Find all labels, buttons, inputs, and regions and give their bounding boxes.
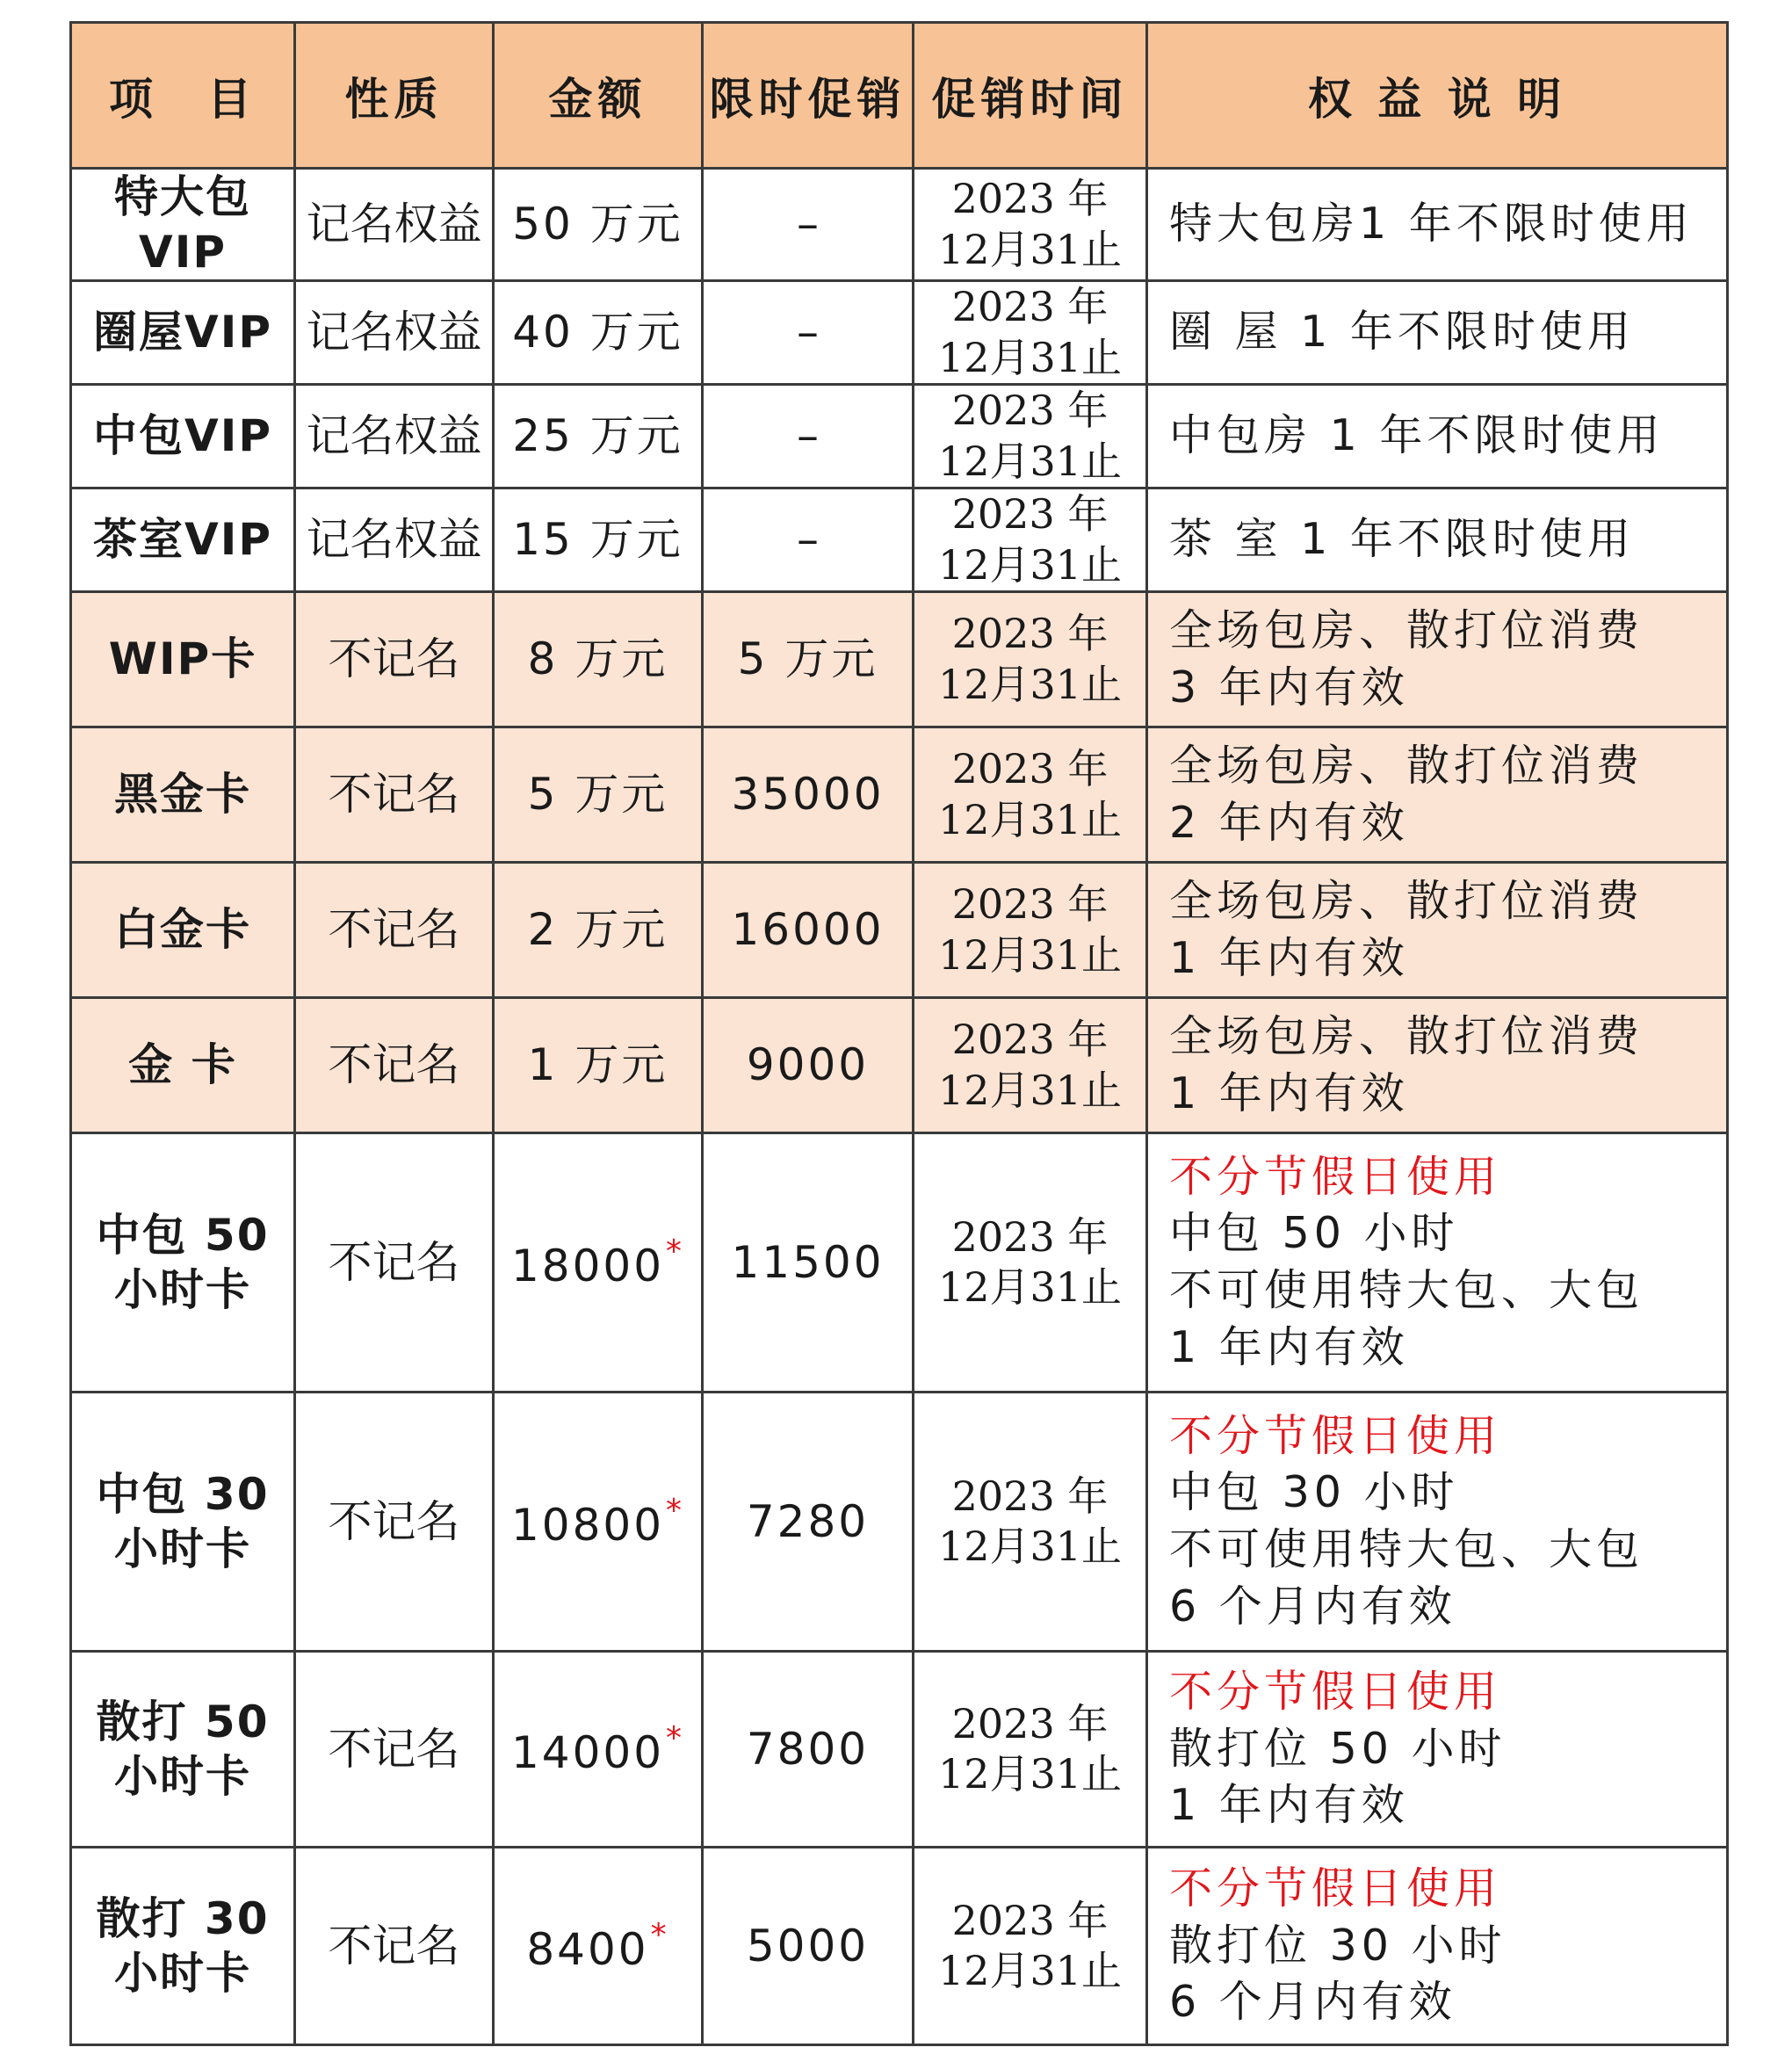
item-name-line1: 中包 50 [96,1209,270,1261]
benefit-line: 散打位 50 小时 [1169,1723,1507,1774]
item-name: 茶室VIP [71,488,295,592]
item-time [914,1652,1147,1848]
item-promo: 5000 [703,1848,914,2045]
item-promo: – [703,488,914,592]
item-type: 记名权益 [295,281,494,385]
table-row [71,1133,1728,1393]
item-name [71,1652,295,1848]
item-promo: – [703,385,914,488]
item-name [71,1848,295,2045]
item-amount: 1 万元 [494,998,703,1133]
item-benefit [1147,385,1728,488]
time-date: 12月31止 [937,660,1123,708]
item-name [71,1133,295,1393]
table-row [71,1393,1728,1652]
time-date: 12月31止 [937,225,1123,273]
item-name [71,1393,295,1652]
time-date: 12月31止 [937,1947,1123,1994]
item-benefit [1147,488,1728,592]
item-promo: 35000 [703,727,914,863]
item-type: 不记名 [295,998,494,1133]
benefit-highlight: 不分节假日使用 [1169,1151,1502,1202]
item-promo: 11500 [703,1133,914,1393]
item-amount: 5 万元 [494,727,703,863]
time-date: 12月31止 [937,1066,1123,1114]
table-row [71,1652,1728,1848]
table-row [71,1848,1728,2045]
time-date: 12月31止 [937,1263,1123,1311]
item-name-line1: 散打 50 [96,1696,270,1747]
asterisk-mark: * [666,1492,685,1529]
benefit-line: 1 年内有效 [1169,1067,1409,1118]
item-benefit [1147,1393,1728,1652]
benefit-highlight: 不分节假日使用 [1169,1410,1502,1461]
header-amount: 金额 [494,23,703,169]
item-time [914,385,1147,488]
header-row [71,23,1728,169]
item-type: 不记名 [295,863,494,998]
item-time [914,1848,1147,2045]
time-year: 2023 年 [951,283,1109,330]
item-benefit [1147,1652,1728,1848]
item-amount [494,1848,703,2045]
item-type: 不记名 [295,727,494,863]
table-row [71,727,1728,863]
header-time: 促销时间 [914,23,1147,169]
item-promo: 7800 [703,1652,914,1848]
item-amount [494,1652,703,1848]
benefit-line: 散打位 30 小时 [1169,1920,1507,1971]
time-year: 2023 年 [951,1212,1109,1261]
time-year: 2023 年 [951,610,1109,657]
benefit-line: 特大包房1 年不限时使用 [1169,199,1694,250]
header-type: 性质 [295,23,494,169]
item-promo: 7280 [703,1393,914,1652]
amount-value: 18000 [510,1240,665,1291]
benefit-line: 中包 50 小时 [1169,1208,1459,1259]
item-name-line2: 小时卡 [114,1523,251,1574]
benefit-line: 不可使用特大包、大包 [1169,1265,1644,1315]
item-amount: 50 万元 [494,169,703,281]
time-year: 2023 年 [951,175,1109,222]
item-name: WIP卡 [71,592,295,727]
item-time [914,281,1147,385]
item-name-line1: 中包 30 [96,1468,270,1520]
time-date: 12月31止 [937,930,1123,979]
time-date: 12月31止 [937,437,1123,485]
table-row [71,385,1728,488]
time-date: 12月31止 [937,540,1123,589]
item-time [914,488,1147,592]
item-name-line1: 散打 30 [96,1892,270,1944]
benefit-highlight: 不分节假日使用 [1169,1863,1502,1913]
time-year: 2023 年 [951,1699,1109,1747]
asterisk-mark: * [666,1233,685,1270]
header-item: 项 目 [71,23,295,169]
item-time [914,169,1147,281]
asterisk-mark: * [650,1916,669,1953]
item-type: 不记名 [295,1393,494,1652]
time-year: 2023 年 [951,1896,1109,1944]
benefit-line: 2 年内有效 [1169,797,1409,848]
item-type: 不记名 [295,1652,494,1848]
item-type: 不记名 [295,592,494,727]
item-time [914,998,1147,1133]
item-benefit [1147,863,1728,998]
time-year: 2023 年 [951,490,1109,538]
item-name: 白金卡 [71,863,295,998]
asterisk-mark: * [666,1719,685,1756]
item-name-line2: 小时卡 [114,1264,251,1315]
item-time [914,1133,1147,1393]
item-benefit [1147,169,1728,281]
item-promo: 16000 [703,863,914,998]
benefit-line: 全场包房、散打位消费 [1169,875,1644,926]
item-benefit [1147,1848,1728,2045]
benefit-line: 茶 室 1 年不限时使用 [1169,514,1635,565]
item-amount: 15 万元 [494,488,703,592]
item-time [914,592,1147,727]
benefit-line: 1 年内有效 [1169,1321,1409,1372]
item-promo: 9000 [703,998,914,1133]
table-row [71,998,1728,1133]
item-amount: 2 万元 [494,863,703,998]
item-time [914,727,1147,863]
item-type: 不记名 [295,1848,494,2045]
table-row [71,488,1728,592]
item-type: 记名权益 [295,169,494,281]
time-date: 12月31止 [937,1523,1123,1570]
time-date: 12月31止 [937,333,1123,381]
item-time [914,863,1147,998]
item-name: 特大包VIP [71,169,295,281]
item-name-line2: 小时卡 [114,1751,251,1802]
benefit-line: 1 年内有效 [1169,1780,1409,1831]
item-name: 中包VIP [71,385,295,488]
table-row [71,863,1728,998]
item-amount [494,1133,703,1393]
item-promo: 5 万元 [703,592,914,727]
header-promo: 限时促销 [703,23,914,169]
benefit-line: 6 个月内有效 [1169,1581,1456,1631]
table-row [71,169,1728,281]
time-year: 2023 年 [951,387,1109,434]
item-type: 记名权益 [295,488,494,592]
benefit-line: 中包房 1 年不限时使用 [1169,410,1665,461]
benefit-line: 全场包房、散打位消费 [1169,1010,1644,1061]
item-name-line2: 小时卡 [114,1948,251,1999]
item-benefit [1147,1133,1728,1393]
amount-value: 14000 [510,1726,665,1778]
item-benefit [1147,727,1728,863]
item-benefit [1147,998,1728,1133]
item-name: 金 卡 [71,998,295,1133]
benefit-highlight: 不分节假日使用 [1169,1666,1502,1717]
item-amount: 40 万元 [494,281,703,385]
item-name: 黑金卡 [71,727,295,863]
time-year: 2023 年 [951,1016,1109,1063]
item-amount: 25 万元 [494,385,703,488]
item-time [914,1393,1147,1652]
benefit-line: 不可使用特大包、大包 [1169,1524,1644,1574]
item-type: 记名权益 [295,385,494,488]
item-promo: – [703,281,914,385]
benefit-line: 全场包房、散打位消费 [1169,740,1644,791]
benefit-line: 圈 屋 1 年不限时使用 [1169,307,1635,358]
item-promo: – [703,169,914,281]
benefit-line: 6 个月内有效 [1169,1977,1456,2028]
amount-value: 8400 [526,1923,649,1975]
time-year: 2023 年 [951,880,1109,928]
pricing-table [69,21,1729,2046]
time-date: 12月31止 [937,1750,1123,1798]
time-date: 12月31止 [937,795,1123,843]
table-row [71,281,1728,385]
benefit-line: 1 年内有效 [1169,932,1409,983]
item-name: 圈屋VIP [71,281,295,385]
header-benefit: 权 益 说 明 [1147,23,1728,169]
benefit-line: 3 年内有效 [1169,662,1409,713]
amount-value: 10800 [510,1499,665,1551]
item-amount [494,1393,703,1652]
time-year: 2023 年 [951,745,1109,792]
table-row [71,592,1728,727]
item-benefit [1147,281,1728,385]
item-type: 不记名 [295,1133,494,1393]
benefit-line: 中包 30 小时 [1169,1467,1459,1518]
time-year: 2023 年 [951,1472,1109,1520]
item-amount: 8 万元 [494,592,703,727]
item-benefit [1147,592,1728,727]
benefit-line: 全场包房、散打位消费 [1169,604,1644,655]
